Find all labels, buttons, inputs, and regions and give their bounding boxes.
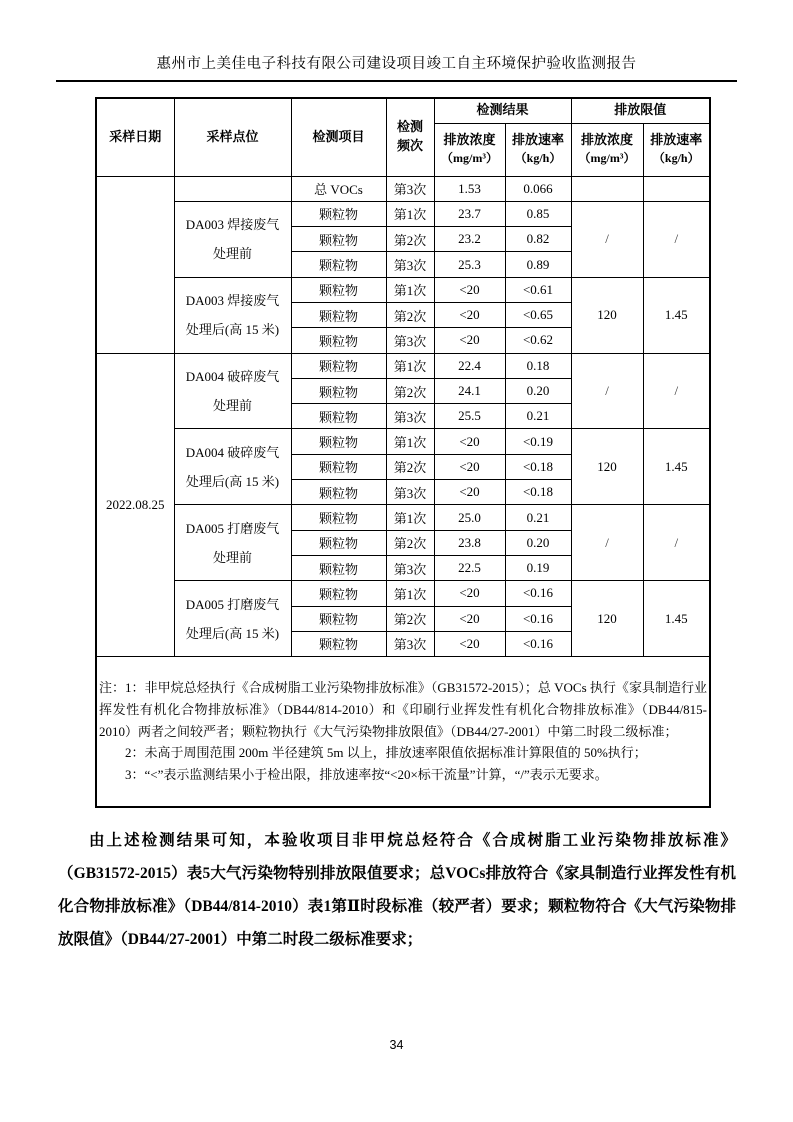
- freq-cell: 第2次: [386, 302, 434, 327]
- note-line-2: 2：未高于周围范围 200m 半径建筑 5m 以上，排放速率限值依据标准计算限值的 50%执行；: [125, 745, 647, 761]
- limit-rate-cell: /: [643, 353, 710, 429]
- conc-cell: 25.5: [434, 404, 505, 429]
- rate-cell: <0.18: [505, 454, 571, 479]
- rate-cell: <0.16: [505, 606, 571, 631]
- item-cell: 颗粒物: [291, 277, 386, 302]
- point-cell: DA003 焊接废气 处理后(高 15 米): [174, 277, 291, 353]
- conc-cell: <20: [434, 277, 505, 302]
- conc-cell: <20: [434, 631, 505, 656]
- limit-rate-cell: /: [643, 505, 710, 581]
- page-number: 34: [389, 1038, 404, 1052]
- conc-cell: 22.4: [434, 353, 505, 378]
- notes-cell: [96, 657, 710, 807]
- item-cell: 颗粒物: [291, 201, 386, 226]
- point-cell: DA003 焊接废气 处理前: [174, 201, 291, 277]
- rate-cell: 0.18: [505, 353, 571, 378]
- rate-cell: 0.20: [505, 378, 571, 403]
- note-line-1: 注：1：非甲烷总烃执行《合成树脂工业污染物排放标准》（GB31572-2015）；总 VOCs 执行《家具制造行业挥发性有机化合物排放标准》（DB44/814-2010）和《印刷行业挥发性有机化合物排放标准》（DB44/815-2010）两者之间较严者；颗粒物执行《大气污染物排放限值》（DB44/27-2001）中第二时段二级标准；: [99, 680, 708, 739]
- limit-conc-cell: /: [571, 353, 643, 429]
- freq-cell: 第3次: [386, 555, 434, 580]
- item-cell: 颗粒物: [291, 378, 386, 403]
- table-notes-row: [96, 657, 710, 807]
- limit-rate-cell: /: [643, 201, 710, 277]
- table-row: [96, 429, 710, 454]
- rate-cell: <0.62: [505, 328, 571, 353]
- limit-conc-cell: [571, 176, 643, 201]
- header-cell-date: 采样日期: [96, 98, 174, 176]
- conc-cell: <20: [434, 480, 505, 505]
- rate-cell: <0.16: [505, 631, 571, 656]
- rate-cell: <0.18: [505, 480, 571, 505]
- note-line-3: 3：“<”表示监测结果小于检出限，排放速率按“<20×标干流量”计算，“/”表示无要求。: [125, 766, 608, 782]
- rate-cell: 0.85: [505, 201, 571, 226]
- monitoring-table: [95, 97, 711, 808]
- conc-cell: 22.5: [434, 555, 505, 580]
- limit-rate-cell: 1.45: [643, 429, 710, 505]
- table-row: [96, 277, 710, 302]
- conc-cell: 23.7: [434, 201, 505, 226]
- conclusion-paragraph: 由上述检测结果可知，本验收项目非甲烷总烃符合《合成树脂工业污染物排放标准》（GB31572-2015）表5大气污染物特别排放限值要求；总VOCs排放符合《家具制造行业挥发性有机化合物排放标准》（DB44/814-2010）表1第Ⅱ时段标准（较严者）要求；颗粒物符合《大气污染物排放限值》（DB44/27-2001）中第二时段二级标准要求；: [58, 831, 736, 948]
- header-group-results: 检测结果: [434, 98, 571, 123]
- limit-conc-cell: 120: [571, 429, 643, 505]
- freq-cell: 第1次: [386, 277, 434, 302]
- header-cell-frequency: 检测 频次: [386, 98, 434, 176]
- header-cell-limit-rate: 排放速率 （kg/h）: [643, 123, 710, 176]
- rate-cell: 0.19: [505, 555, 571, 580]
- freq-cell: 第3次: [386, 176, 434, 201]
- rate-cell: 0.066: [505, 176, 571, 201]
- rate-cell: 0.21: [505, 505, 571, 530]
- table-row: [96, 176, 710, 201]
- limit-conc-cell: /: [571, 201, 643, 277]
- freq-cell: 第1次: [386, 505, 434, 530]
- date-cell-empty: [96, 176, 174, 353]
- limit-conc-cell: 120: [571, 581, 643, 657]
- point-cell: DA005 打磨废气 处理后(高 15 米): [174, 581, 291, 657]
- title-rule: [56, 80, 737, 82]
- header-cell-item: 检测项目: [291, 98, 386, 176]
- freq-cell: 第3次: [386, 328, 434, 353]
- item-cell: 颗粒物: [291, 606, 386, 631]
- rate-cell: 0.21: [505, 404, 571, 429]
- rate-cell: <0.61: [505, 277, 571, 302]
- date-cell: 2022.08.25: [96, 353, 174, 657]
- report-title: 惠州市上美佳电子科技有限公司建设项目竣工自主环境保护验收监测报告: [156, 56, 637, 72]
- limit-rate-cell: 1.45: [643, 277, 710, 353]
- conc-cell: 24.1: [434, 378, 505, 403]
- item-cell: 颗粒物: [291, 480, 386, 505]
- freq-cell: 第3次: [386, 631, 434, 656]
- conc-cell: 25.0: [434, 505, 505, 530]
- freq-cell: 第1次: [386, 429, 434, 454]
- freq-cell: 第1次: [386, 201, 434, 226]
- item-cell: 颗粒物: [291, 302, 386, 327]
- item-cell: 颗粒物: [291, 227, 386, 252]
- header-group-limits: 排放限值: [571, 98, 710, 123]
- point-cell-empty: [174, 176, 291, 201]
- item-cell: 颗粒物: [291, 631, 386, 656]
- conc-cell: <20: [434, 606, 505, 631]
- limit-rate-cell: [643, 176, 710, 201]
- conc-cell: <20: [434, 328, 505, 353]
- conc-cell: <20: [434, 302, 505, 327]
- table-row: [96, 201, 710, 226]
- point-cell: DA005 打磨废气 处理前: [174, 505, 291, 581]
- freq-cell: 第2次: [386, 378, 434, 403]
- item-cell: 总 VOCs: [291, 176, 386, 201]
- item-cell: 颗粒物: [291, 505, 386, 530]
- item-cell: 颗粒物: [291, 404, 386, 429]
- conc-cell: 25.3: [434, 252, 505, 277]
- rate-cell: <0.19: [505, 429, 571, 454]
- item-cell: 颗粒物: [291, 252, 386, 277]
- conc-cell: <20: [434, 581, 505, 606]
- item-cell: 颗粒物: [291, 328, 386, 353]
- conc-cell: 23.2: [434, 227, 505, 252]
- freq-cell: 第2次: [386, 606, 434, 631]
- table-row: [96, 581, 710, 606]
- freq-cell: 第3次: [386, 480, 434, 505]
- rate-cell: 0.82: [505, 227, 571, 252]
- rate-cell: <0.16: [505, 581, 571, 606]
- point-cell: DA004 破碎废气 处理后(高 15 米): [174, 429, 291, 505]
- freq-cell: 第2次: [386, 454, 434, 479]
- rate-cell: <0.65: [505, 302, 571, 327]
- conc-cell: 23.8: [434, 530, 505, 555]
- item-cell: 颗粒物: [291, 581, 386, 606]
- header-cell-limit-conc: 排放浓度 （mg/m³）: [571, 123, 643, 176]
- item-cell: 颗粒物: [291, 429, 386, 454]
- freq-cell: 第1次: [386, 581, 434, 606]
- item-cell: 颗粒物: [291, 353, 386, 378]
- freq-cell: 第2次: [386, 530, 434, 555]
- header-cell-result-conc: 排放浓度 （mg/m³）: [434, 123, 505, 176]
- rate-cell: 0.89: [505, 252, 571, 277]
- rate-cell: 0.20: [505, 530, 571, 555]
- table-row: [96, 505, 710, 530]
- item-cell: 颗粒物: [291, 530, 386, 555]
- header-cell-result-rate: 排放速率 （kg/h）: [505, 123, 571, 176]
- freq-cell: 第1次: [386, 353, 434, 378]
- table-row: [96, 353, 710, 378]
- freq-cell: 第3次: [386, 252, 434, 277]
- limit-conc-cell: /: [571, 505, 643, 581]
- freq-cell: 第2次: [386, 227, 434, 252]
- limit-rate-cell: 1.45: [643, 581, 710, 657]
- table-header-row: [96, 98, 710, 123]
- item-cell: 颗粒物: [291, 555, 386, 580]
- conc-cell: 1.53: [434, 176, 505, 201]
- point-cell: DA004 破碎废气 处理前: [174, 353, 291, 429]
- conc-cell: <20: [434, 454, 505, 479]
- freq-cell: 第3次: [386, 404, 434, 429]
- conc-cell: <20: [434, 429, 505, 454]
- limit-conc-cell: 120: [571, 277, 643, 353]
- item-cell: 颗粒物: [291, 454, 386, 479]
- header-cell-point: 采样点位: [174, 98, 291, 176]
